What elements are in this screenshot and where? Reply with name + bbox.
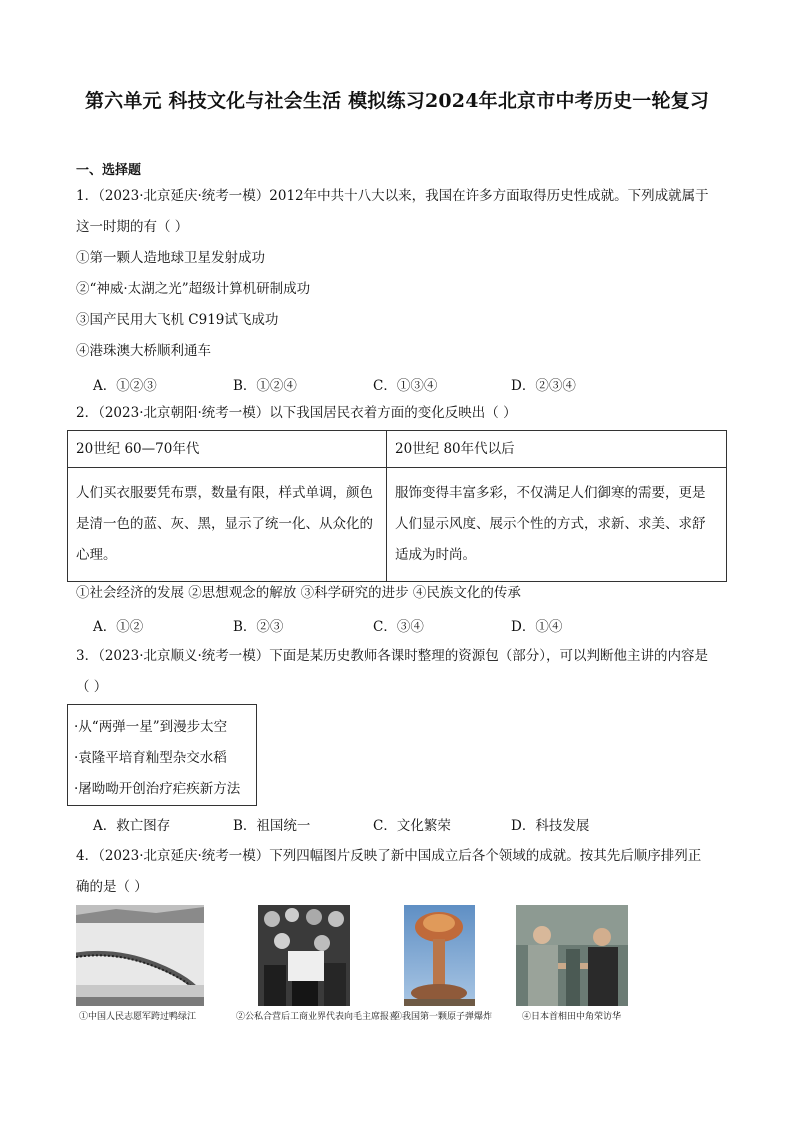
q1-option-b[interactable]: B．①②④: [233, 378, 297, 394]
q3-stem-line2: （ ）: [76, 679, 108, 695]
q2-options: [93, 615, 562, 635]
q2-items: ①社会经济的发展 ②思想观念的解放 ③科学研究的进步 ④民族文化的传承: [76, 585, 521, 601]
q4-photo-tanaka-visit: [516, 905, 628, 1006]
q2-col1-body: 人们买衣服要凭布票，数量有限，样式单调，颜色是清一色的蓝、灰、黑，显示了统一化、从众化的心理。: [68, 468, 387, 582]
q1-item-1: ①第一颗人造地球卫星发射成功: [76, 250, 265, 266]
q1-options: [93, 374, 576, 394]
q4-stem-line1: 4．（2023·北京延庆·统考一模）下列四幅图片反映了新中国成立后各个领域的成就。按其先后顺序排列正: [76, 848, 702, 864]
section-heading: 一、选择题: [76, 163, 142, 178]
q4-caption-1: ①中国人民志愿军跨过鸭绿江: [79, 1012, 197, 1022]
q1-option-d[interactable]: D．②③④: [511, 378, 576, 394]
q4-stem-line2: 确的是（ ）: [76, 879, 148, 895]
q3-resource-2: ·袁隆平培育籼型杂交水稻: [74, 750, 227, 766]
q1-item-4: ④港珠澳大桥顺利通车: [76, 343, 211, 359]
q2-col2-body: 服饰变得丰富多彩，不仅满足人们御寒的需要，更是人们显示风度、展示个性的方式，求新、求美、求舒适成为时尚。: [387, 468, 727, 582]
q1-stem-line2: 这一时期的有（ ）: [76, 219, 189, 235]
q3-option-a[interactable]: A．救亡图存: [93, 818, 171, 834]
q2-stem: 2．（2023·北京朝阳·统考一模）以下我国居民衣着方面的变化反映出（ ）: [76, 405, 517, 421]
q3-option-b[interactable]: B．祖国统一: [233, 818, 311, 834]
q2-option-a[interactable]: A．①②: [93, 619, 144, 635]
q3-option-d[interactable]: D．科技发展: [511, 818, 590, 834]
q2-col1-header: 20世纪 60—70年代: [68, 431, 387, 468]
q3-resource-1: ·从“两弹一星”到漫步太空: [74, 719, 228, 735]
q1-item-2: ②“神威·太湖之光”超级计算机研制成功: [76, 281, 311, 297]
q2-col2-header: 20世纪 80年代以后: [387, 431, 727, 468]
q3-resource-3: ·屠呦呦开创治疗疟疾新方法: [74, 781, 241, 797]
q1-option-c[interactable]: C．①③④: [373, 378, 438, 394]
q4-photo-atomic-bomb: [404, 905, 475, 1006]
q4-photo-crossing-river: [76, 905, 204, 1006]
q1-item-3: ③国产民用大飞机 C919试飞成功: [76, 312, 279, 328]
q4-caption-4: ④日本首相田中角荣访华: [522, 1012, 622, 1022]
q2-table: [67, 430, 727, 582]
q1-stem-line1: 1．（2023·北京延庆·统考一模）2012年中共十八大以来，我国在许多方面取得历史性成就。下列成就属于: [76, 188, 709, 204]
q2-option-b[interactable]: B．②③: [233, 619, 284, 635]
q4-photo-joint-venture: [258, 905, 350, 1006]
q2-option-c[interactable]: C．③④: [373, 619, 424, 635]
q3-stem-line1: 3．（2023·北京顺义·统考一模）下面是某历史教师各课时整理的资源包（部分），可以判断他主讲的内容是: [76, 648, 709, 664]
page-title: 第六单元 科技文化与社会生活 模拟练习2024年北京市中考历史一轮复习: [84, 90, 710, 112]
q3-options: [93, 814, 589, 834]
q1-option-a[interactable]: A．①②③: [93, 378, 157, 394]
q4-caption-2: ②公私合营后工商业界代表向毛主席报喜: [236, 1012, 399, 1022]
q3-option-c[interactable]: C．文化繁荣: [373, 818, 451, 834]
q2-option-d[interactable]: D．①④: [511, 619, 563, 635]
q4-caption-3: ③我国第一颗原子弹爆炸: [393, 1012, 493, 1022]
q3-resource-box: [67, 704, 257, 806]
